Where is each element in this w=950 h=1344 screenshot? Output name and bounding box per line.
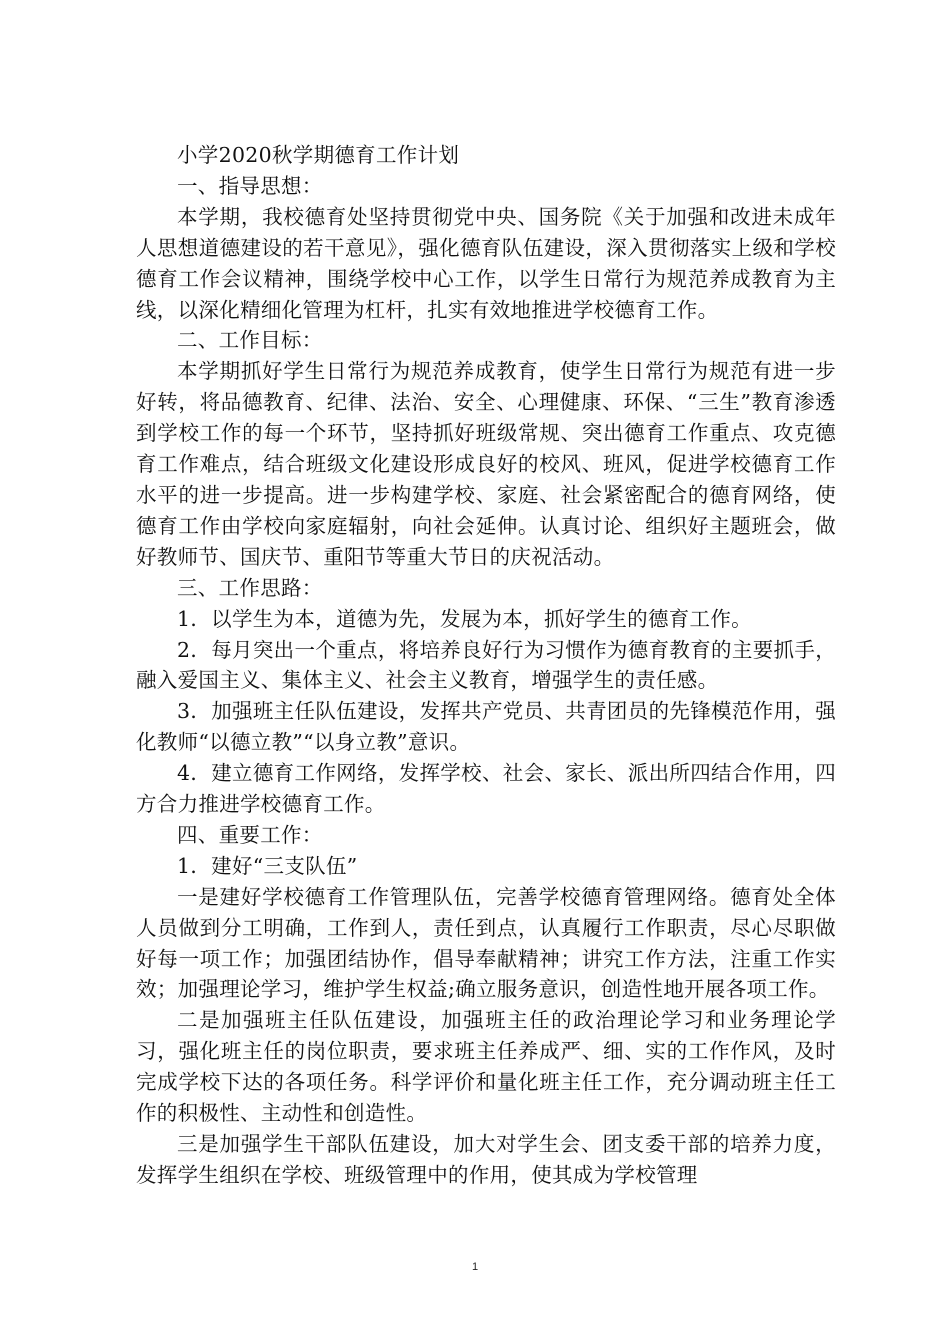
approach-item-2: 2．每月突出一个重点，将培养良好行为习惯作为德育教育的主要抓手，融入爱国主义、集体主义、社会主义教育，增强学生的责任感。: [136, 637, 836, 693]
approach-item-3: 3．加强班主任队伍建设，发挥共产党员、共青团员的先锋模范作用，强化教师“以德立教”“以身立教”意识。: [136, 699, 836, 755]
paragraph-guiding-ideology: 本学期，我校德育处坚持贯彻党中央、国务院《关于加强和改进未成年人思想道德建设的若干意见》，强化德育队伍建设，深入贯彻落实上级和学校德育工作会议精神，围绕学校中心工作，以学生日常行为规范养成教育为主线，以深化精细化管理为杠杆，扎实有效地推进学校德育工作。: [136, 204, 836, 322]
page-number: 1: [471, 1261, 479, 1273]
document-title: 小学2020秋学期德育工作计划: [177, 143, 460, 167]
approach-item-1: 1．以学生为本，道德为先，发展为本，抓好学生的德育工作。: [177, 606, 752, 631]
section-heading-work-goals: 二、工作目标：: [177, 328, 323, 353]
subheading-three-teams: 1．建好“三支队伍”: [177, 853, 358, 878]
approach-item-4: 4．建立德育工作网络，发挥学校、社会、家长、派出所四结合作用，四方合力推进学校德育工作。: [136, 761, 836, 817]
section-heading-guiding-ideology: 一、指导思想：: [177, 173, 323, 198]
document-body: [136, 140, 836, 1191]
section-heading-work-approach: 三、工作思路：: [177, 575, 323, 600]
paragraph-team-two: 二是加强班主任队伍建设，加强班主任的政治理论学习和业务理论学习，强化班主任的岗位职责，要求班主任养成严、细、实的工作作风，及时完成学校下达的各项任务。科学评价和量化班主任工作，充分调动班主任工作的积极性、主动性和创造性。: [136, 1008, 836, 1126]
paragraph-team-one: 一是建好学校德育工作管理队伍，完善学校德育管理网络。德育处全体人员做到分工明确，工作到人，责任到点，认真履行工作职责，尽心尽职做好每一项工作；加强团结协作，倡导奉献精神；讲究工作方法，注重工作实效；加强理论学习，维护学生权益;确立服务意识，创造性地开展各项工作。: [136, 884, 836, 1002]
paragraph-work-goals: 本学期抓好学生日常行为规范养成教育，使学生日常行为规范有进一步好转，将品德教育、纪律、法治、安全、心理健康、环保、“三生”教育渗透到学校工作的每一个环节，坚持抓好班级常规、突出德育工作重点、攻克德育工作难点，结合班级文化建设形成良好的校风、班风，促进学校德育工作水平的进一步提高。进一步构建学校、家庭、社会紧密配合的德育网络，使德育工作由学校向家庭辐射，向社会延伸。认真讨论、组织好主题班会，做好教师节、国庆节、重阳节等重大节日的庆祝活动。: [136, 359, 836, 569]
paragraph-team-three: 三是加强学生干部队伍建设，加大对学生会、团支委干部的培养力度，发挥学生组织在学校、班级管理中的作用，使其成为学校管理: [136, 1132, 836, 1187]
section-heading-key-work: 四、重要工作：: [177, 822, 323, 847]
